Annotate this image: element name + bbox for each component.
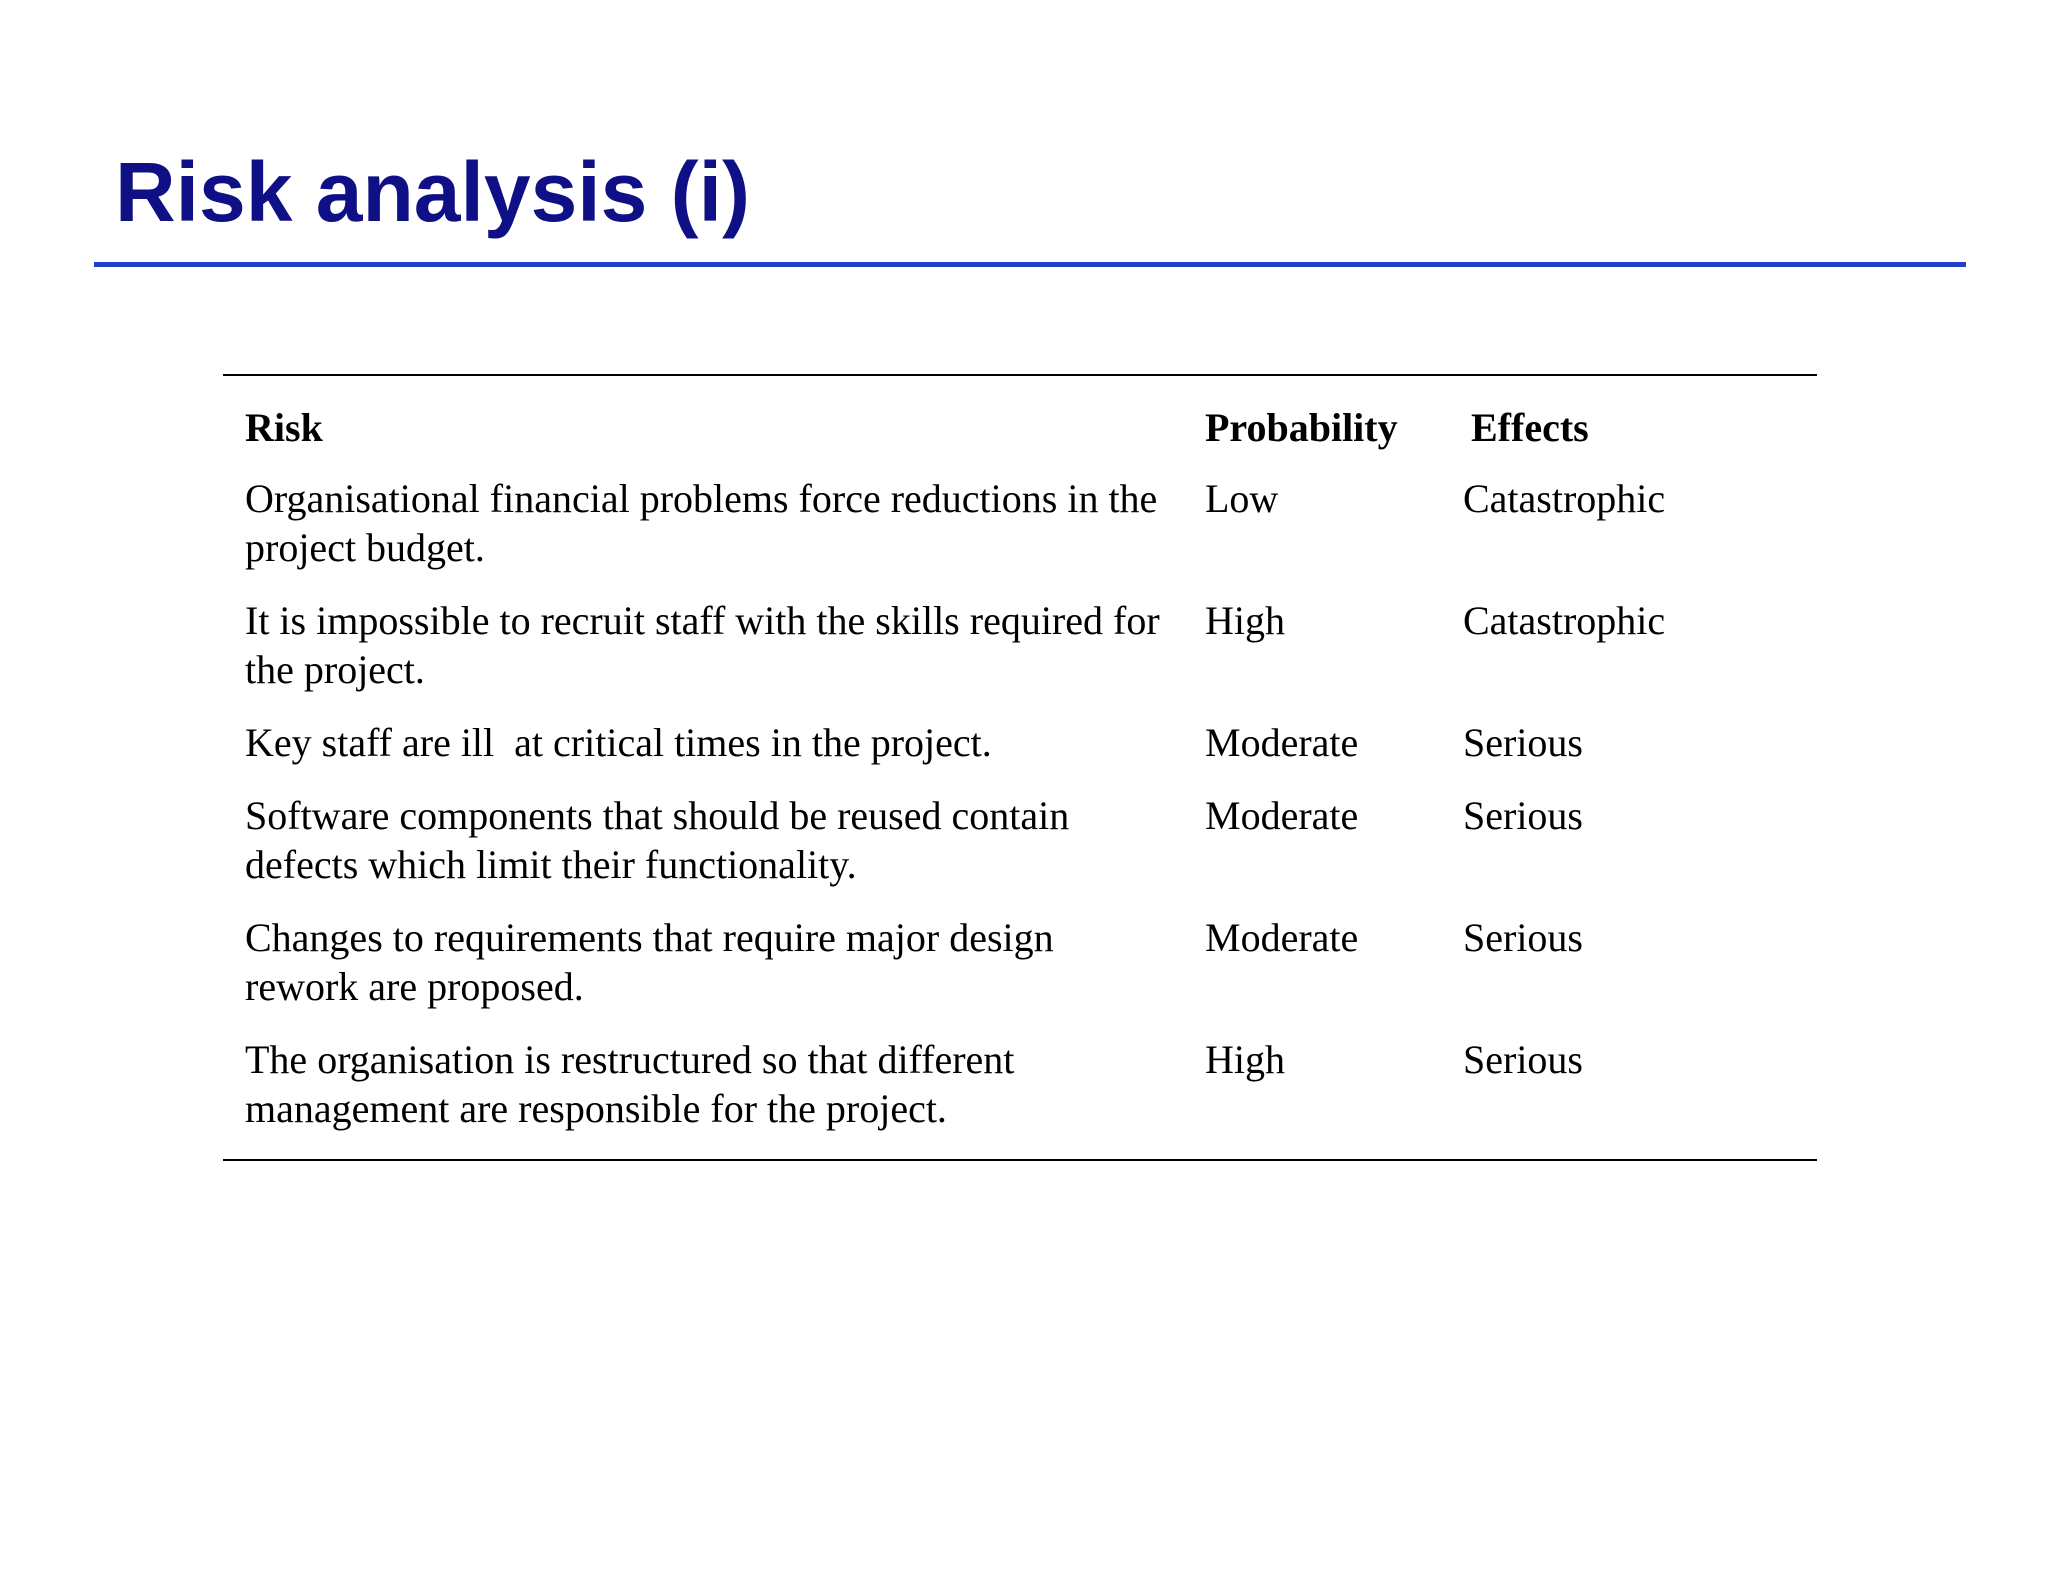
probability-cell: High (1205, 1037, 1285, 1082)
table-header-row (223, 375, 1817, 474)
probability-cell: High (1205, 598, 1285, 643)
header-effects: Effects (1471, 405, 1589, 450)
table-row (223, 474, 1817, 596)
risk-cell (223, 474, 1205, 596)
probability-cell: Moderate (1205, 720, 1359, 765)
table-row (223, 718, 1817, 791)
risk-cell (223, 1035, 1205, 1160)
page-title: Risk analysis (i) (115, 145, 750, 239)
table-row (223, 791, 1817, 913)
probability-cell: Low (1205, 476, 1279, 521)
risk-description: Software components that should be reused contain defects which limit their functionality. (245, 793, 1070, 887)
effects-cell: Serious (1463, 1037, 1583, 1082)
effects-cell: Catastrophic (1463, 476, 1666, 521)
risk-cell (223, 913, 1205, 1035)
title-divider (94, 262, 1966, 267)
table-row (223, 596, 1817, 718)
header-risk: Risk (245, 405, 323, 450)
header-probability: Probability (1205, 405, 1398, 450)
risk-cell (223, 596, 1205, 718)
risk-cell (223, 791, 1205, 913)
risk-cell (223, 718, 1205, 791)
effects-cell: Catastrophic (1463, 598, 1666, 643)
risk-description: Organisational financial problems force reductions in the project budget. (245, 476, 1158, 570)
effects-cell: Serious (1463, 915, 1583, 960)
risk-description: It is impossible to recruit staff with the skills required for the project. (245, 598, 1160, 692)
probability-cell: Moderate (1205, 793, 1359, 838)
effects-cell: Serious (1463, 793, 1583, 838)
table-row (223, 913, 1817, 1035)
risk-description: The organisation is restructured so that different management are responsible for the project. (245, 1037, 1015, 1131)
risk-description: Changes to requirements that require major design rework are proposed. (245, 915, 1054, 1009)
table-row (223, 1035, 1817, 1160)
risk-description: Key staff are ill at critical times in the project. (245, 720, 992, 765)
risk-table (223, 374, 1817, 1161)
probability-cell: Moderate (1205, 915, 1359, 960)
effects-cell: Serious (1463, 720, 1583, 765)
